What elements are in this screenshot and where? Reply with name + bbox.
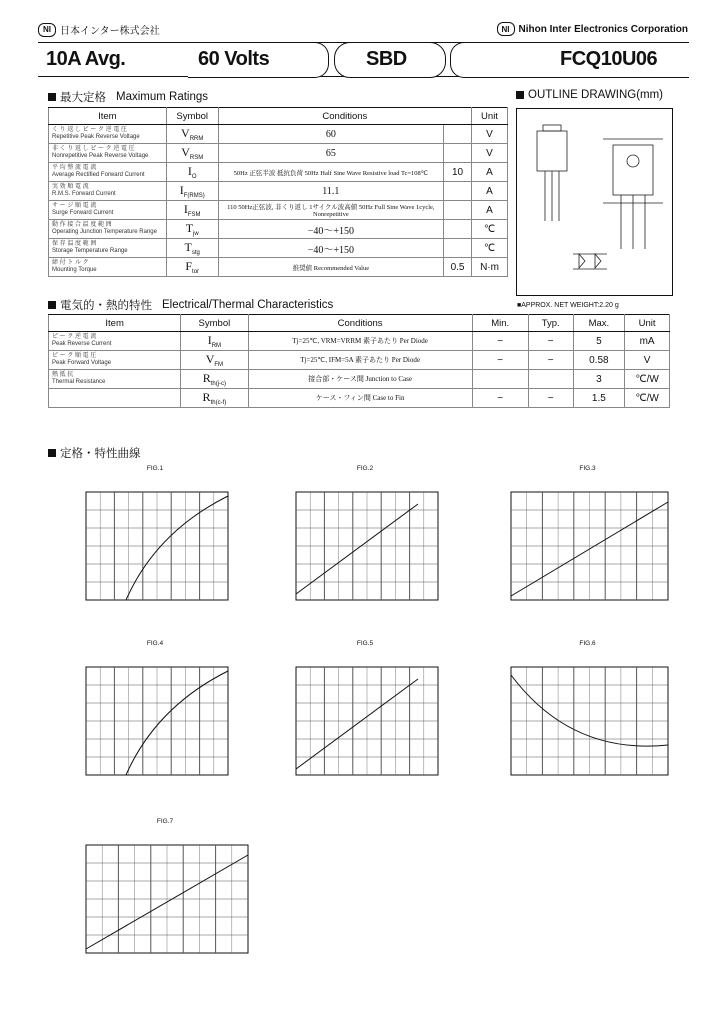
condition: 11.1 xyxy=(218,182,443,201)
col-typ: Typ. xyxy=(528,315,573,332)
heading-en: Electrical/Thermal Characteristics xyxy=(162,299,334,311)
company-logo-right xyxy=(497,22,688,36)
symbol-sub: RSM xyxy=(189,154,204,161)
typ: − xyxy=(528,332,573,351)
item-jp: 動 作 接 合 温 度 範 囲 xyxy=(52,222,112,228)
condition: 50Hz 正弦半波 抵抗負荷 50Hz Half Sine Wave Resistive load Tc=108℃ xyxy=(218,163,443,182)
item-en: Thermal Resistance xyxy=(52,379,106,385)
curve-graph xyxy=(80,491,230,611)
ni-logo-icon: NI xyxy=(38,23,56,37)
figure xyxy=(505,640,670,800)
value xyxy=(444,220,472,239)
item-jp: 保 存 温 度 範 囲 xyxy=(52,241,97,247)
max: 5 xyxy=(573,332,625,351)
figure-label: FIG.6 xyxy=(579,640,596,647)
symbol: V xyxy=(181,126,190,141)
table-row xyxy=(49,220,508,239)
value xyxy=(444,144,472,163)
condition: 65 xyxy=(218,144,443,163)
curve-graph xyxy=(80,666,230,786)
symbol-sub: th(j-c) xyxy=(210,380,227,387)
heading-jp: 最大定格 xyxy=(60,92,106,104)
company-name-jp: 日本インター株式会社 xyxy=(60,26,160,37)
item-en: Operating Junction Temperature Range xyxy=(52,229,157,235)
symbol-cell xyxy=(181,370,248,389)
item-cell xyxy=(49,144,167,163)
company-name-en: Nihon Inter Electronics Corporation xyxy=(518,23,688,35)
max: 3 xyxy=(573,370,625,389)
figure xyxy=(505,465,670,625)
table-row xyxy=(49,239,508,258)
symbol: I xyxy=(179,183,184,198)
figure xyxy=(80,640,230,800)
package-outline-icon xyxy=(517,109,672,295)
symbol: T xyxy=(184,240,192,255)
col-item: Item xyxy=(49,108,167,125)
symbol: R xyxy=(202,390,211,405)
unit: ℃ xyxy=(472,239,508,258)
symbol: R xyxy=(202,371,211,386)
condition: 60 xyxy=(218,125,443,144)
unit: ℃ xyxy=(472,220,508,239)
item-jp: サ ー ジ 順 電 流 xyxy=(52,203,97,209)
outline-drawing xyxy=(516,108,673,309)
title-bar xyxy=(38,40,688,78)
curves-title: 定格・特性曲線 xyxy=(60,448,141,460)
curve-graph xyxy=(505,491,670,611)
item-en: Repetitive Peak Reverse Voltage xyxy=(52,134,140,140)
value xyxy=(444,201,472,220)
table-row xyxy=(49,351,670,370)
typ xyxy=(528,370,573,389)
item-cell xyxy=(49,258,167,277)
condition: 推奨値 Recommended Value xyxy=(218,258,443,277)
symbol-sub: RM xyxy=(211,342,222,349)
unit: A xyxy=(472,201,508,220)
unit: V xyxy=(625,351,670,370)
table-row xyxy=(49,182,508,201)
title-voltage: 60 Volts xyxy=(198,48,270,70)
item-en: Nonrepetitive Peak Reverse Voltage xyxy=(52,153,149,159)
symbol-sub: O xyxy=(191,173,197,180)
curve-graph xyxy=(290,491,440,611)
table-row xyxy=(49,258,508,277)
item-en: Peak Reverse Current xyxy=(52,341,112,347)
title-type: SBD xyxy=(366,48,407,70)
item-cell xyxy=(49,239,167,258)
symbol: I xyxy=(187,164,192,179)
item-cell xyxy=(49,351,181,370)
item-en: Mounting Torque xyxy=(52,267,97,273)
figure xyxy=(290,640,440,800)
figure xyxy=(290,465,440,625)
symbol-sub: jw xyxy=(193,230,199,237)
value xyxy=(444,239,472,258)
condition: Tj=25℃, IFM=5A 素子あたり Per Diode xyxy=(248,351,472,370)
unit: A xyxy=(472,182,508,201)
item-cell xyxy=(49,389,181,408)
unit: ℃/W xyxy=(625,389,670,408)
value: 0.5 xyxy=(444,258,472,277)
item-jp: 非 く り 返 し ピ ー ク 逆 電 圧 xyxy=(52,146,135,152)
col-max: Max. xyxy=(573,315,625,332)
condition: −40〜+150 xyxy=(218,220,443,239)
condition: 接合部・ケース間 Junction to Case xyxy=(248,370,472,389)
symbol-sub: FM xyxy=(214,361,224,368)
table-row xyxy=(49,389,670,408)
outline-title: OUTLINE DRAWING(mm) xyxy=(528,89,664,101)
figure xyxy=(80,465,230,625)
col-unit: Unit xyxy=(625,315,670,332)
min: − xyxy=(472,351,528,370)
unit: ℃/W xyxy=(625,370,670,389)
item-en: Average Rectified Forward Current xyxy=(52,172,145,178)
symbol-sub: th(c-f) xyxy=(210,399,227,406)
max-ratings-heading xyxy=(48,89,208,105)
item-en: Peak Forward Voltage xyxy=(52,360,112,366)
symbol: V xyxy=(181,145,190,160)
electrical-table xyxy=(48,314,670,408)
table-row xyxy=(49,163,508,182)
table-row xyxy=(49,332,670,351)
symbol-sub: F(RMS) xyxy=(183,192,205,199)
symbol-cell xyxy=(181,389,248,408)
item-jp: ピ ー ク 逆 電 流 xyxy=(52,334,97,340)
table-row xyxy=(49,144,508,163)
figure-label: FIG.3 xyxy=(579,465,596,472)
typ: − xyxy=(528,351,573,370)
condition: Tj=25℃, VRM=VRRM 素子あたり Per Diode xyxy=(248,332,472,351)
symbol: V xyxy=(205,352,215,367)
value xyxy=(444,125,472,144)
curves-heading xyxy=(48,445,141,461)
condition: ケース・フィン間 Case to Fin xyxy=(248,389,472,408)
figure-label: FIG.2 xyxy=(356,465,374,472)
symbol-cell xyxy=(166,163,218,182)
item-cell xyxy=(49,332,181,351)
col-conditions: Conditions xyxy=(248,315,472,332)
item-jp: 平 均 整 流 電 流 xyxy=(52,165,97,171)
unit: mA xyxy=(625,332,670,351)
unit: V xyxy=(472,125,508,144)
symbol-sub: RRM xyxy=(189,135,204,142)
figure xyxy=(80,818,250,978)
electrical-heading xyxy=(48,297,333,313)
max: 0.58 xyxy=(573,351,625,370)
outline-heading xyxy=(516,89,663,101)
item-cell xyxy=(49,182,167,201)
item-jp: 締 付 ト ル ク xyxy=(52,260,89,266)
symbol: I xyxy=(207,333,212,348)
item-cell xyxy=(49,201,167,220)
symbol: T xyxy=(185,221,194,236)
symbol-cell xyxy=(166,182,218,201)
net-weight: ■APPROX. NET WEIGHT:2.20 g xyxy=(517,302,619,309)
item-en: Surge Forward Current xyxy=(52,210,114,216)
figure-label: FIG.4 xyxy=(146,640,164,647)
company-logo-left xyxy=(38,22,160,37)
symbol-cell xyxy=(166,201,218,220)
symbol: I xyxy=(183,202,188,217)
item-jp: 実 効 順 電 流 xyxy=(52,184,89,190)
unit: V xyxy=(472,144,508,163)
condition: 110 50Hz正弦波, 非くり返し 1サイクル波高値 50Hz Full Sine Wave 1cycle, Nonrepetitive xyxy=(218,201,443,220)
col-symbol: Symbol xyxy=(166,108,218,125)
item-en: Storage Temperature Range xyxy=(52,248,128,254)
ni-logo-icon: NI xyxy=(497,22,515,36)
curve-graph xyxy=(290,666,440,786)
value xyxy=(444,182,472,201)
max-ratings-table xyxy=(48,107,508,277)
table-row xyxy=(49,201,508,220)
table-row xyxy=(49,370,670,389)
item-jp: ピ ー ク 順 電 圧 xyxy=(52,353,97,359)
item-cell xyxy=(49,163,167,182)
symbol-sub: stg xyxy=(191,249,200,256)
unit: N·m xyxy=(472,258,508,277)
figure-label: FIG.5 xyxy=(356,640,374,647)
figure-label: FIG.1 xyxy=(146,465,164,472)
symbol-sub: tor xyxy=(192,268,200,275)
col-symbol: Symbol xyxy=(181,315,248,332)
title-part-number: FCQ10U06 xyxy=(560,48,658,70)
typ: − xyxy=(528,389,573,408)
heading-jp: 電気的・熱的特性 xyxy=(60,300,152,312)
min xyxy=(472,370,528,389)
symbol-cell xyxy=(166,220,218,239)
net-weight-text: APPROX. NET WEIGHT:2.20 g xyxy=(521,302,619,309)
item-cell xyxy=(49,220,167,239)
symbol: F xyxy=(185,259,193,274)
unit: A xyxy=(472,163,508,182)
item-jp: く り 返 し ピ ー ク 逆 電 圧 xyxy=(52,127,128,133)
symbol-cell xyxy=(166,258,218,277)
curve-graph xyxy=(80,844,250,964)
curve-graph xyxy=(505,666,670,786)
symbol-cell xyxy=(166,239,218,258)
symbol-cell xyxy=(166,125,218,144)
condition: −40〜+150 xyxy=(218,239,443,258)
symbol-cell xyxy=(181,351,248,370)
symbol-cell xyxy=(166,144,218,163)
figure-label: FIG.7 xyxy=(156,818,174,825)
item-jp: 熱 抵 抗 xyxy=(52,372,74,378)
item-cell xyxy=(49,125,167,144)
title-current: 10A Avg. xyxy=(46,48,126,70)
col-unit: Unit xyxy=(472,108,508,125)
symbol-sub: FSM xyxy=(187,211,201,218)
item-cell xyxy=(49,370,181,389)
min: − xyxy=(472,389,528,408)
value: 10 xyxy=(444,163,472,182)
col-conditions: Conditions xyxy=(218,108,471,125)
col-item: Item xyxy=(49,315,181,332)
max: 1.5 xyxy=(573,389,625,408)
heading-en: Maximum Ratings xyxy=(116,91,209,103)
min: − xyxy=(472,332,528,351)
item-en: R.M.S. Forward Current xyxy=(52,191,116,197)
table-row xyxy=(49,125,508,144)
col-min: Min. xyxy=(472,315,528,332)
symbol-cell xyxy=(181,332,248,351)
